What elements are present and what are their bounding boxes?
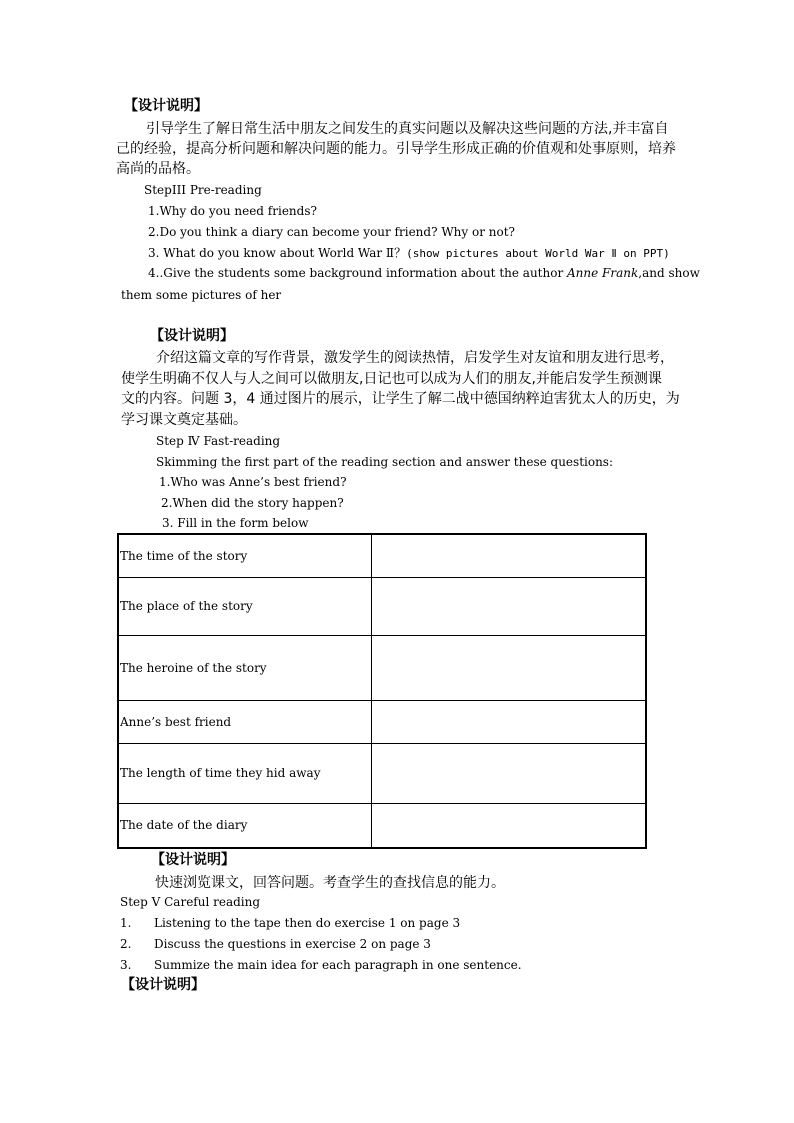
table-row [118,577,646,635]
step3-title: StepIII Pre-reading [144,183,262,197]
section-heading-4: 【设计说明】 [121,977,205,993]
section2-paragraph-line-2: 使学生明确不仅人与人之间可以做朋友,日记也可以成为人们的朋友,并能启发学生预测课 [121,371,662,387]
section2-paragraph-line-4: 学习课文奠定基础。 [121,412,247,428]
step4-question-2: 2.When did the story happen? [161,496,344,510]
section-heading-3: 【设计说明】 [151,852,235,868]
form-label: The place of the story [118,577,371,635]
step3-q4-pre: 4..Give the students some background information about the author [148,266,567,280]
table-row [118,635,646,700]
step5-item-1 [120,915,460,931]
form-label: Anne’s best friend [118,700,371,743]
form-label: The length of time they hid away [118,743,371,803]
step5-title: Step Ⅴ Careful reading [120,895,261,909]
step5-item-number: 1. [120,916,132,930]
step4-instruction: Skimming the first part of the reading section and answer these questions: [156,455,614,469]
section1-paragraph-line-3: 高尚的品格。 [116,161,200,177]
step4-question-1: 1.Who was Anne’s best friend? [159,475,347,489]
fill-in-form-table [117,533,647,849]
author-name: Anne Frank [567,266,639,280]
step5-item-number: 3. [120,958,132,972]
section-heading-1: 【设计说明】 [124,98,208,114]
form-answer-cell[interactable] [371,635,646,700]
section2-paragraph-line-1: 介绍这篇文章的写作背景，激发学生的阅读热情，启发学生对友谊和朋友进行思考， [156,350,674,366]
form-answer-cell[interactable] [371,577,646,635]
step3-question-3-note: (show pictures about World War Ⅱ on PPT) [406,247,670,260]
form-label: The time of the story [118,534,371,577]
step3-question-2: 2.Do you think a diary can become your friend? Why or not? [148,225,515,239]
step4-title: Step Ⅳ Fast-reading [156,434,281,448]
section1-paragraph-line-1: 引导学生了解日常生活中朋友之间发生的真实问题以及解决这些问题的方法,并丰富自 [146,121,669,137]
step3-question-3-text: 3. What do you know about World War Ⅱ？ [148,246,407,260]
step5-item-number: 2. [120,937,132,951]
table-row [118,743,646,803]
form-answer-cell[interactable] [371,534,646,577]
form-answer-cell[interactable] [371,700,646,743]
section-heading-2: 【设计说明】 [150,328,234,344]
step5-item-text: Summize the main idea for each paragraph in one sentence. [154,958,522,972]
step3-q4-post: ,and show [638,266,700,280]
step5-item-text: Discuss the questions in exercise 2 on page 3 [154,937,431,951]
step4-question-3: 3. Fill in the form below [162,516,309,530]
step3-question-3 [148,245,670,262]
step3-question-4-line-2: them some pictures of her [121,288,282,302]
step3-question-4 [148,265,700,281]
step3-question-1: 1.Why do you need friends? [148,204,317,218]
section1-paragraph-line-2: 己的经验，提高分析问题和解决问题的能力。引导学生形成正确的价值观和处事原则，培养 [116,141,676,157]
form-label: The date of the diary [118,803,371,848]
section2-paragraph-line-3: 文的内容。问题 3，4 通过图片的展示，让学生了解二战中德国纳粹迫害犹太人的历史，为 [121,391,680,407]
step5-item-3 [120,957,522,973]
table-row [118,534,646,577]
table-row [118,803,646,848]
table-row [118,700,646,743]
form-label: The heroine of the story [118,635,371,700]
section3-paragraph-line-1: 快速浏览课文，回答问题。考查学生的查找信息的能力。 [155,875,505,891]
step5-item-text: Listening to the tape then do exercise 1 on page 3 [154,916,461,930]
form-answer-cell[interactable] [371,743,646,803]
step5-item-2 [120,936,431,952]
form-answer-cell[interactable] [371,803,646,848]
